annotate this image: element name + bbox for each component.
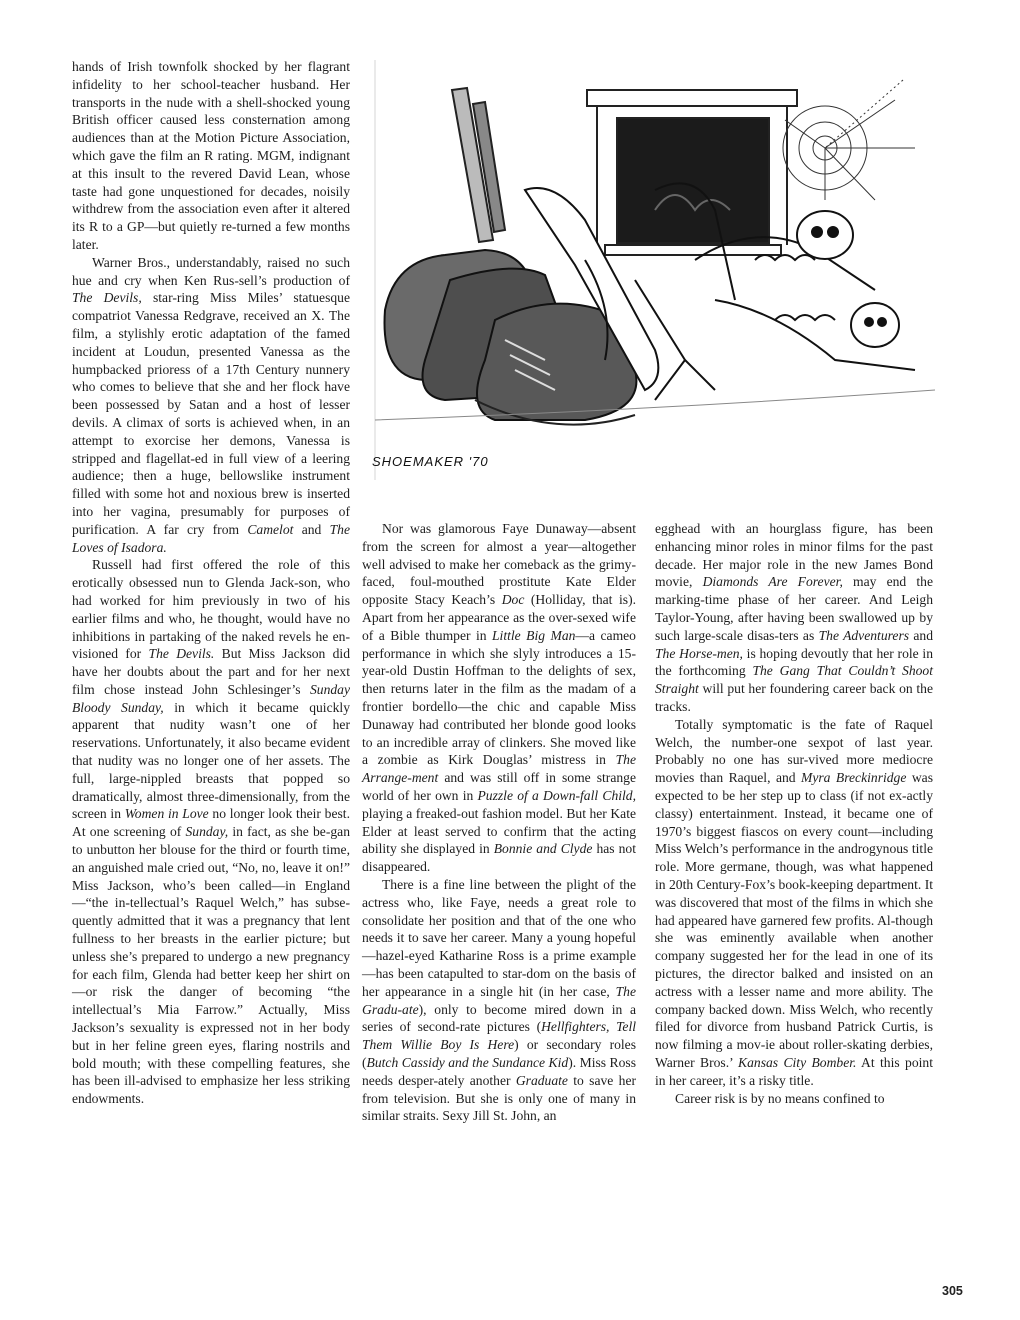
paragraph: Russell had first offered the role of this erotically obsessed nun to Glenda Jack-son, who had worked for him previously in two of his earlier films and who, he thought, would have no inhibitions in partaking of the naked revels he en-visioned for The Devils. But Miss Jackson did have her doubts about the part and for her next film chose instead John Schlesinger’s Sunday Bloody Sunday, in which it became quickly apparent that nudity wasn’t one of her reservations. Unfortunately, it also became evident that nudity was no longer one of her assets. The full, large-nippled breasts that popped so dramatically, almost three-dimensionally, from the screen in Women in Love no longer look their best. At one screening of Sunday, in fact, as she be-gan to unbutton her blouse for the third or fourth time, an anguished male cried out, “No, no, leave it on!” Miss Jackson, who’s been called—in England—“the in-tellectual’s Raquel Welch,” has subse-quently admitted that it was a pregnancy that lent fullness to her breasts in the earlier picture; but unless she’s prepared to undergo a new pregnancy for each film, Glenda had better keep her shirt on—or risk the danger of becoming “the intellectual’s Mia Farrow.” Actually, Miss Jackson’s sexuality is expressed not in her body but in her feline green eyes, flaring nostrils and bold mouth; with these compelling features, she has been ill-advised to emphasize her less striking endowments. [72, 557, 350, 1107]
column-2 [362, 520, 636, 1125]
skis [452, 88, 505, 242]
paragraph: There is a fine line between the plight of the actress who, like Faye, needs a great role to consolidate her position and that of the one who needs it to save her career. Many a young hopeful —hazel-eyed Katharine Ross is a prime example—has been catapulted to star-dom on the basis of her appearance in a single hit (in her case, The Gradu-ate), only to become mired down in a series of second-rate pictures (Hellfighters, Tell Them Willie Boy Is Here) or secondary roles (Butch Cassidy and the Sundance Kid). Miss Ross needs desper-ately another Graduate to save her from television. But she is only one of many in similar straits. Sexy Jill St. John, an [362, 876, 637, 1124]
paragraph: hands of Irish townfolk shocked by her flagrant infidelity to her school-teacher husband. Her transports in the nude with a shell-shocked young British officer caused less consternation among audiences than at the Motion Picture Association, which gave the film an R rating. MGM, indignant at this insult to the revered David Lean, whose taste had gone unquestioned for decades, noisily withdrew from the association even after it altered its R to a GP—but quietly re-turned a few months later. [72, 59, 350, 252]
paragraph: egghead with an hourglass figure, has been enhancing minor roles in minor films for the past decade. Her major role in the new James Bond movie, Diamonds Are Forever, may end the marking-time phase of her career. And Leigh Taylor-Young, after having been swallowed up by such large-scale disas-ters as The Adventurers and The Horse-men, is hoping devoutly that her role in the forthcoming The Gang That Couldn’t Shoot Straight will put her foundering career back on the tracks. [655, 521, 934, 714]
skeleton-fireplace-illustration [355, 60, 955, 490]
illustrator-signature: SHOEMAKER '70 [372, 454, 489, 469]
column-1 [72, 58, 350, 1108]
spider-web [783, 80, 915, 200]
paragraph: Nor was glamorous Faye Dunaway—absent from the screen for almost a year—altogether well advised to make her comeback as the grimy-faced, foul-mouthed prostitute Kate Elder opposite Stacy Keach’s Doc (Holliday, that is). Apart from her appearance as the over-sexed wife of a Bible thumper in Little Big Man—a cameo performance in which she slyly introduces a 15-year-old Dustin Hoffman to the delights of sex, then returns later in the film as the madam of a frontier bordello—the chic and capable Miss Dunaway had contributed her blonde good looks to an incredible array of clinkers. She moved like a zombie as Kirk Douglas’ mistress in The Arrange-ment and was still off in some strange world of her own in Puzzle of a Down-fall Child, playing a freaked-out fashion model. But her Kate Elder at least served to confirm that the acting ability she displayed in Bonnie and Clyde has not disappeared. [362, 521, 637, 875]
fireplace [587, 90, 797, 255]
paragraph: Career risk is by no means confined to [675, 1090, 885, 1106]
paragraph: Warner Bros., understandably, raised no such hue and cry when Ken Rus-sell’s production of The Devils, star-ring Miss Miles’ statuesque compatriot Vanessa Redgrave, received an X. The film, a stylishly erotic adaptation of the famed incident at Loudun, presented Vanessa as the humpbacked prioress of a 17th Century nunnery who comes to believe that she and her flock have been possessed by Satan and a host of lesser devils. A climax of sorts is achieved when, in an attempt to exorcise her demons, Vanessa is stripped and flagellat-ed in full view of a leering audience; then a huge, bellowslike instrument filled with some hot and noxious brew is inserted into her vagina, presumably for purposes of purification. A far cry from Camelot and The Loves of Isadora. [72, 254, 350, 555]
page-number: 305 [942, 1284, 963, 1298]
column-3 [655, 520, 933, 1107]
paragraph: Totally symptomatic is the fate of Raquel Welch, the number-one sexpot of last year. Probably no one has sur-vived more mediocre movies than Raquel, and Myra Breckinridge was expected to be her step up to class (if not ex-actly classy) entertainment. Instead, it became one of 1970’s biggest fiascos on every count—including Miss Welch’s performance in the androgynous title role. More germane, though, was what happened in 20th Century-Fox’s book-keeping department. It was discovered that most of the films in which she had appeared have garnered few profits. Al-though she was eminently available when another company suggested her for the lead in one of its pictures, the director balked and insisted on an actress with a lesser name and more ability. The company backed down. Miss Welch, who recently filed for divorce from husband Patrick Curtis, is now filming a mov-ie about roller-skating derbies, Warner Bros.’ Kansas City Bomber. At this point in her career, it’s a risky title. [655, 716, 933, 1088]
